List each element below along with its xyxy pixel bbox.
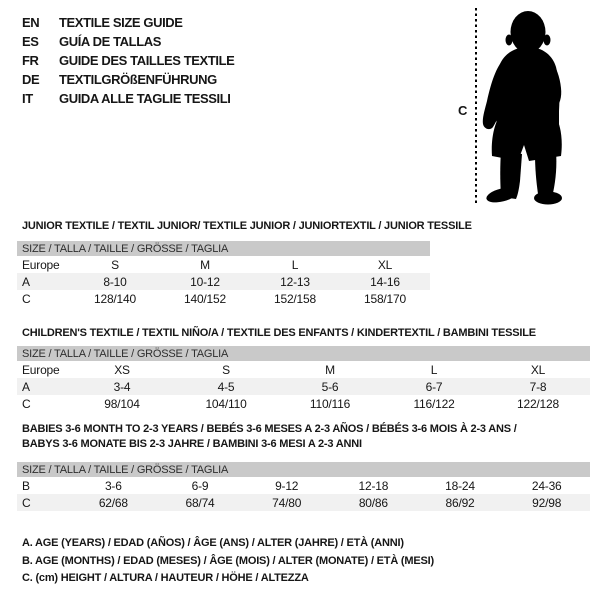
size-header-bar bbox=[17, 346, 590, 361]
babies-title-line1: BABIES 3-6 MONTH TO 2-3 YEARS / BEBÉS 3-6 MESES A 2-3 AÑOS / BÉBÉS 3-6 MOIS À 2-3 ANS / bbox=[22, 423, 517, 435]
language-row-en bbox=[22, 13, 234, 32]
table-cell: 152/158 bbox=[274, 291, 316, 306]
table-cell: 24-36 bbox=[531, 478, 562, 493]
legend-line-b: B. AGE (MONTHS) / EDAD (MESES) / ÂGE (MOIS) / ALTER (MONATE) / ETÀ (MESI) bbox=[22, 554, 434, 567]
table-cell: 7-8 bbox=[529, 379, 547, 394]
guide-title-de: TEXTILGRÖßENFÜHRUNG bbox=[59, 72, 217, 87]
language-code: DE bbox=[22, 72, 40, 87]
table-cell: 12-13 bbox=[280, 274, 310, 289]
table-cell: 122/128 bbox=[517, 396, 559, 411]
language-list bbox=[22, 13, 234, 108]
children-size-table bbox=[17, 346, 590, 412]
table-cell: 8-10 bbox=[103, 274, 127, 289]
table-row-months bbox=[17, 477, 590, 494]
size-header-text: SIZE / TALLA / TAILLE / GRÖSSE / TAGLIA bbox=[22, 242, 229, 255]
row-label: Europe bbox=[22, 257, 60, 272]
table-row-height bbox=[17, 395, 590, 412]
row-label: Europe bbox=[22, 362, 60, 377]
row-label: B bbox=[22, 478, 30, 493]
babies-title-line2: BABYS 3-6 MONATE BIS 2-3 JAHRE / BAMBINI 3-6 MESI A 2-3 ANNI bbox=[22, 438, 362, 450]
table-row-europe bbox=[17, 361, 590, 378]
table-cell: 128/140 bbox=[94, 291, 136, 306]
junior-table-title: JUNIOR TEXTILE / TEXTIL JUNIOR/ TEXTILE JUNIOR / JUNIORTEXTIL / JUNIOR TESSILE bbox=[22, 220, 472, 232]
table-cell: M bbox=[200, 257, 210, 272]
table-cell: 98/104 bbox=[104, 396, 140, 411]
table-cell: 110/116 bbox=[309, 396, 351, 411]
table-cell: M bbox=[325, 362, 335, 377]
junior-size-table bbox=[17, 241, 430, 307]
height-measure-dashed-line bbox=[475, 8, 477, 205]
table-cell: 92/98 bbox=[532, 495, 562, 510]
row-label: C bbox=[22, 291, 31, 306]
table-cell: 12-18 bbox=[358, 478, 389, 493]
table-row-age bbox=[17, 273, 430, 290]
table-cell: 3-6 bbox=[104, 478, 122, 493]
guide-title-fr: GUIDE DES TAILLES TEXTILE bbox=[59, 53, 235, 68]
table-cell: 86/92 bbox=[445, 495, 475, 510]
table-cell: S bbox=[111, 257, 119, 272]
table-row-europe bbox=[17, 256, 430, 273]
children-table-title: CHILDREN'S TEXTILE / TEXTIL NIÑO/A / TEXTILE DES ENFANTS / KINDERTEXTIL / BAMBINI TESSILE bbox=[22, 327, 536, 339]
language-row-it bbox=[22, 89, 234, 108]
babies-table-title bbox=[22, 422, 517, 452]
table-row-height bbox=[17, 290, 430, 307]
guide-title-it: GUIDA ALLE TAGLIE TESSILI bbox=[59, 91, 231, 106]
row-label: A bbox=[22, 379, 30, 394]
language-row-de bbox=[22, 70, 234, 89]
guide-title-es: GUÍA DE TALLAS bbox=[59, 34, 162, 49]
row-label: C bbox=[22, 495, 31, 510]
language-code: FR bbox=[22, 53, 39, 68]
legend-line-c: C. (cm) HEIGHT / ALTURA / HAUTEUR / HÖHE / ALTEZZA bbox=[22, 572, 309, 584]
language-row-fr bbox=[22, 51, 234, 70]
babies-size-table bbox=[17, 462, 590, 511]
legend bbox=[22, 535, 434, 588]
language-row-es bbox=[22, 32, 234, 51]
table-cell: 18-24 bbox=[445, 478, 475, 493]
table-cell: XL bbox=[530, 362, 546, 377]
table-cell: 3-4 bbox=[113, 379, 131, 394]
size-header-text: SIZE / TALLA / TAILLE / GRÖSSE / TAGLIA bbox=[22, 347, 229, 360]
table-row-age bbox=[17, 378, 590, 395]
table-cell: L bbox=[430, 362, 438, 377]
table-cell: 62/68 bbox=[98, 495, 128, 510]
language-code: ES bbox=[22, 34, 39, 49]
table-cell: 68/74 bbox=[185, 495, 215, 510]
row-label: A bbox=[22, 274, 30, 289]
size-header-bar bbox=[17, 241, 430, 256]
table-cell: 116/122 bbox=[413, 396, 455, 411]
table-row-height bbox=[17, 494, 590, 511]
table-cell: 5-6 bbox=[321, 379, 339, 394]
row-label: C bbox=[22, 396, 31, 411]
table-cell: 80/86 bbox=[358, 495, 388, 510]
toddler-silhouette-icon bbox=[482, 9, 572, 207]
table-cell: XS bbox=[114, 362, 130, 377]
table-cell: 74/80 bbox=[272, 495, 302, 510]
table-cell: S bbox=[222, 362, 230, 377]
size-header-bar bbox=[17, 462, 590, 477]
size-header-text: SIZE / TALLA / TAILLE / GRÖSSE / TAGLIA bbox=[22, 463, 229, 476]
table-cell: 14-16 bbox=[370, 274, 400, 289]
table-cell: 9-12 bbox=[275, 478, 299, 493]
table-cell: 10-12 bbox=[190, 274, 220, 289]
table-cell: 4-5 bbox=[217, 379, 235, 394]
table-cell: 104/110 bbox=[205, 396, 247, 411]
table-cell: 140/152 bbox=[184, 291, 226, 306]
table-cell: 6-9 bbox=[191, 478, 209, 493]
table-cell: 6-7 bbox=[425, 379, 443, 394]
height-label-c: C bbox=[458, 103, 468, 118]
language-code: EN bbox=[22, 15, 40, 30]
guide-title-en: TEXTILE SIZE GUIDE bbox=[59, 15, 183, 30]
legend-line-a: A. AGE (YEARS) / EDAD (AÑOS) / ÂGE (ANS) / ALTER (JAHRE) / ETÀ (ANNI) bbox=[22, 537, 404, 549]
language-code: IT bbox=[22, 91, 33, 106]
table-cell: XL bbox=[377, 257, 393, 272]
table-cell: L bbox=[291, 257, 299, 272]
table-cell: 158/170 bbox=[364, 291, 406, 306]
